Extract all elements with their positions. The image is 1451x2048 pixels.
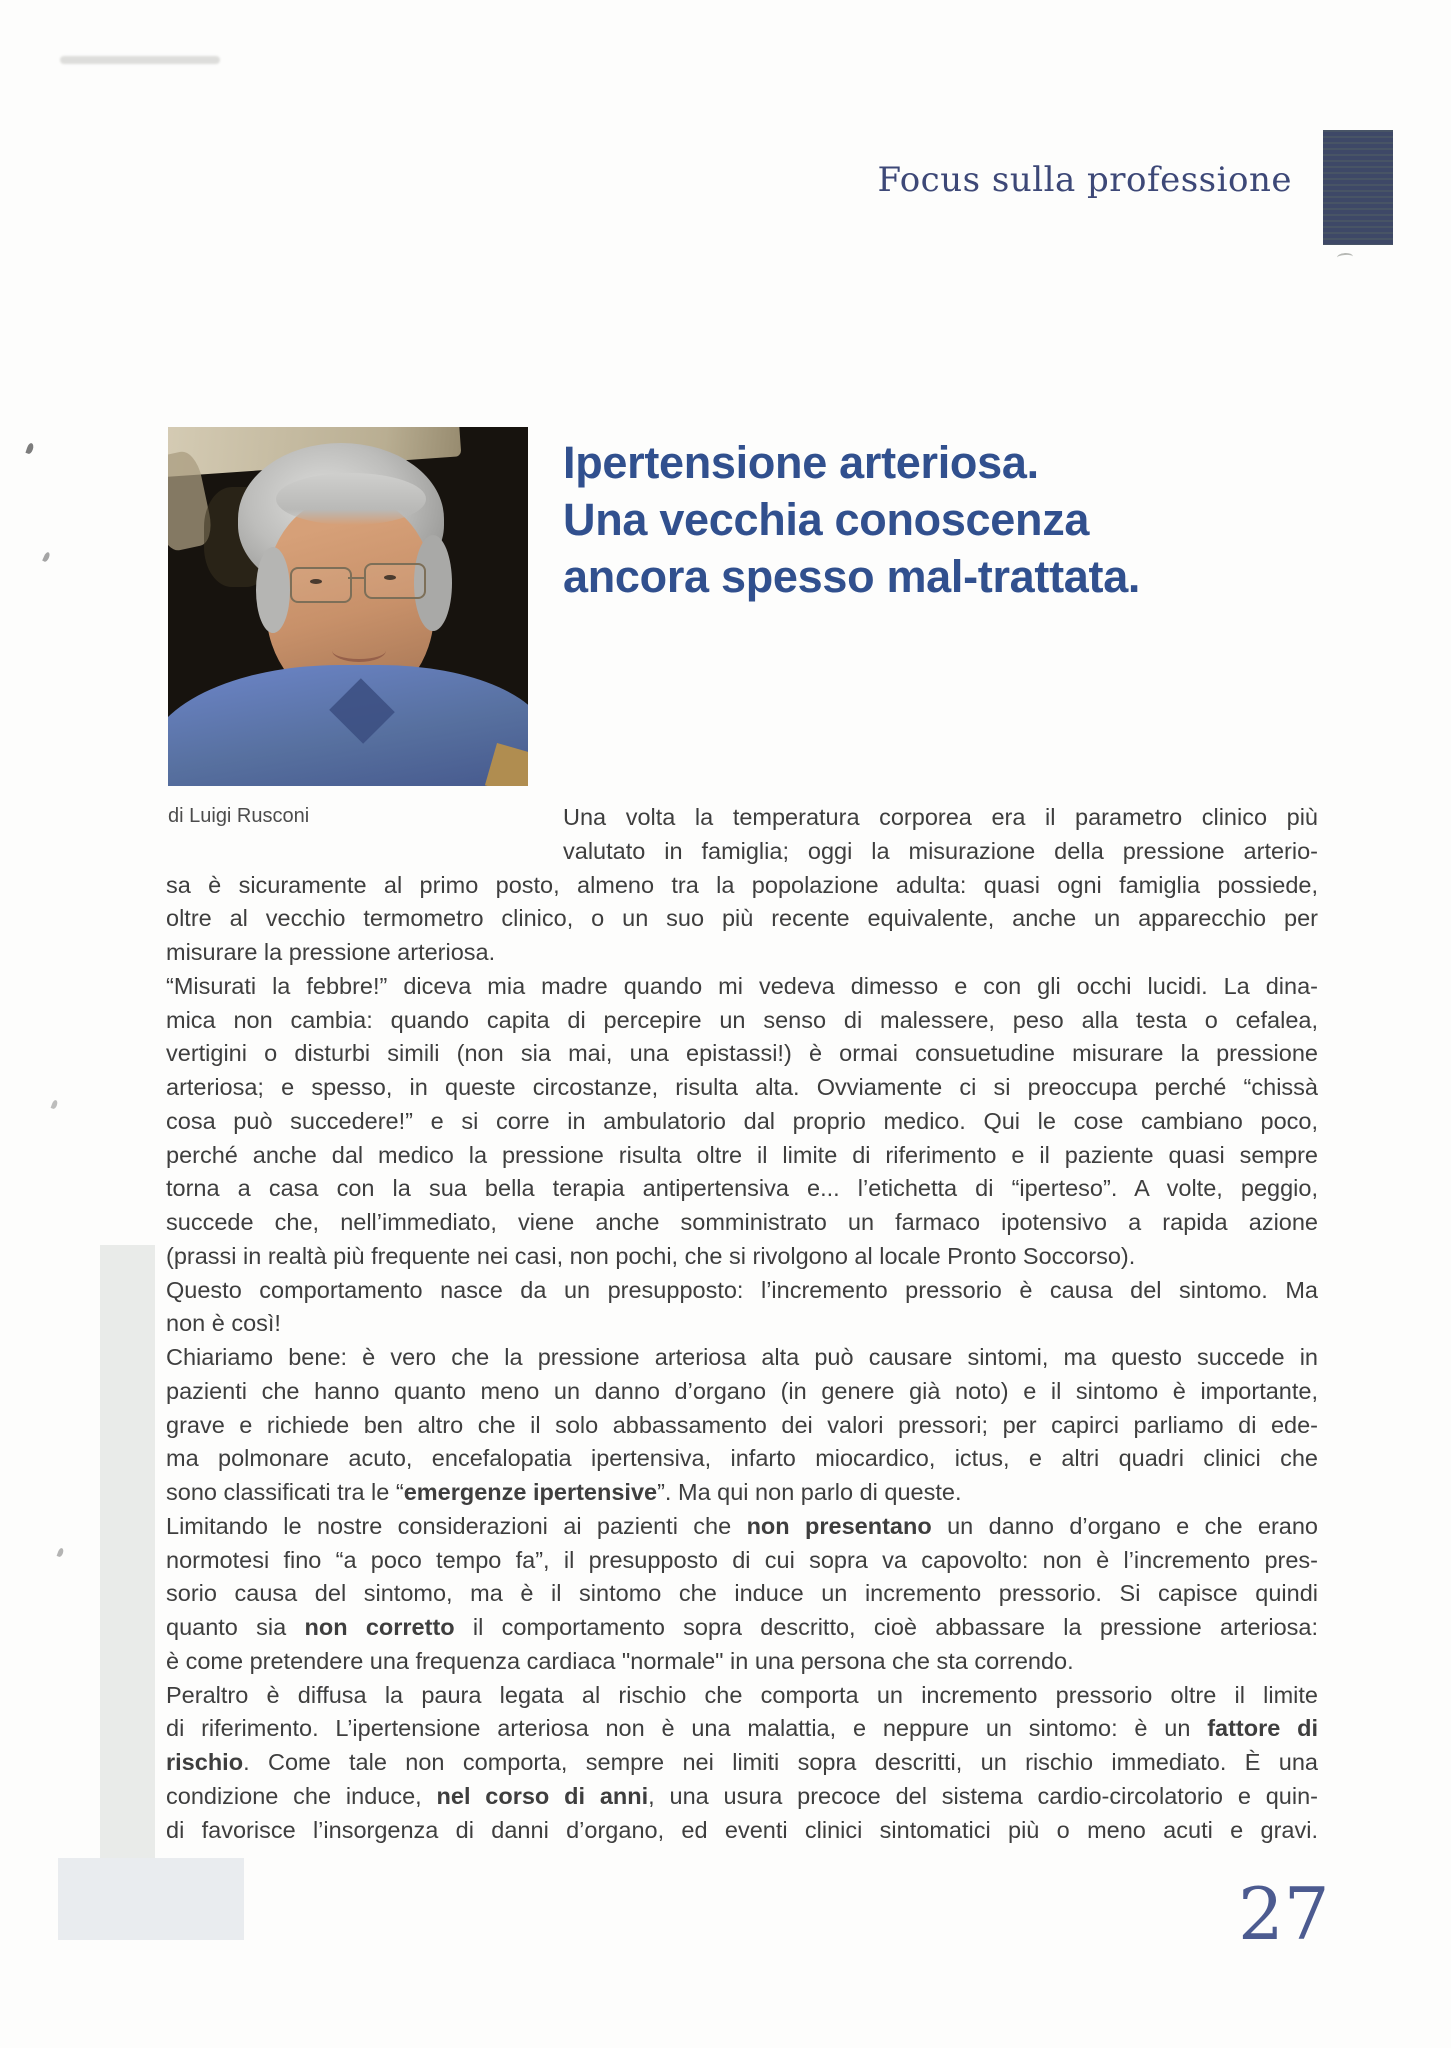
scan-shadow-artifact	[58, 1858, 244, 1940]
body-line: pazienti che hanno quanto meno un danno d’organo (in genere già noto) e il sintomo è importante,	[166, 1377, 1318, 1404]
body-line: normotesi fino “a poco tempo fa”, il presupposto di cui sopra va capovolto: non è l’incremento pres-	[166, 1546, 1318, 1573]
body-line: non è così!	[166, 1310, 281, 1337]
photo-glasses-shape	[290, 567, 352, 603]
body-line: ma polmonare acuto, encefalopatia ipertensiva, infarto miocardico, ictus, e altri quadri clinici che	[166, 1445, 1318, 1472]
body-line: Limitando le nostre considerazioni ai pazienti che non presentano un danno d’organo e che erano	[166, 1512, 1319, 1539]
article-title-line: Ipertensione arteriosa.	[563, 437, 1039, 488]
body-line: di riferimento. L’ipertensione arteriosa non è una malattia, e neppure un sintomo: è un fattore di	[166, 1715, 1318, 1742]
article-body	[166, 801, 1318, 1847]
section-header: Focus sulla professione	[877, 160, 1292, 200]
body-line: perché anche dal medico la pressione risulta oltre il limite di riferimento e il paziente quasi sempre	[166, 1141, 1318, 1168]
section-corner-block	[1323, 130, 1393, 245]
scan-tilde-artifact	[1337, 252, 1354, 261]
body-line: rischio. Come tale non comporta, sempre nei limiti sopra descritti, un rischio immediato. È una	[166, 1749, 1318, 1775]
body-line: “Misurati la febbre!” diceva mia madre quando mi vedeva dimesso e con gli occhi lucidi. La dina-	[166, 972, 1318, 999]
body-line: torna a casa con la sua bella terapia antipertensiva e... l’etichetta di “iperteso”. A volte, peggio,	[166, 1175, 1318, 1202]
paragraph	[166, 1679, 1318, 1848]
body-line: mica non cambia: quando capita di percepire un senso di malessere, peso alla testa o cefalea,	[166, 1006, 1318, 1033]
scan-speck	[57, 1547, 65, 1557]
body-line: Chiariamo bene: è vero che la pressione arteriosa alta può causare sintomi, ma questo succede in	[166, 1344, 1318, 1370]
body-line: oltre al vecchio termometro clinico, o un suo più recente equivalente, anche un apparecchio per	[166, 905, 1318, 932]
photo-glasses-shape	[348, 577, 364, 579]
article-title-line: Una vecchia conoscenza	[563, 494, 1090, 545]
scan-speck	[25, 442, 34, 454]
scan-shadow-artifact	[100, 1245, 155, 1867]
body-line: grave e richiede ben altro che il solo abbassamento dei valori pressori; per capirci parliamo di ede-	[166, 1411, 1318, 1438]
photo-glasses-shape	[364, 563, 426, 599]
paragraph	[166, 1510, 1318, 1679]
scan-speck	[42, 551, 51, 562]
body-line: di favorisce l’insorgenza di danni d’organo, ed eventi clinici sintomatici più o meno acuti e gravi.	[166, 1816, 1318, 1843]
scan-speck	[51, 1099, 59, 1109]
body-line: succede che, nell’immediato, viene anche somministrato un farmaco ipotensivo a rapida azione	[166, 1209, 1318, 1235]
article-title	[563, 434, 1283, 605]
body-line: cosa può succedere!” e si corre in ambulatorio dal proprio medico. Qui le cose cambiano poco,	[166, 1107, 1318, 1134]
body-line: sorio causa del sintomo, ma è il sintomo che induce un incremento pressorio. Si capisce quindi	[166, 1580, 1318, 1607]
photo-hair-shape	[276, 473, 426, 525]
page-number: 27	[1238, 1872, 1330, 1956]
photo-eye-shape	[384, 575, 396, 580]
photo-hair-shape	[256, 547, 290, 633]
author-photo	[168, 427, 528, 786]
scan-line-artifact	[55, 62, 1451, 65]
paragraph	[166, 1274, 1318, 1342]
body-line: Peraltro è diffusa la paura legata al rischio che comporta un incremento pressorio oltre il limite	[166, 1681, 1318, 1708]
paragraph	[166, 1341, 1318, 1510]
body-line: (prassi in realtà più frequente nei casi, non pochi, che si rivolgono al locale Pronto Soccorso).	[166, 1242, 1136, 1269]
body-line: condizione che induce, nel corso di anni, una usura precoce del sistema cardio-circolatorio e quin-	[166, 1782, 1318, 1809]
body-line: sa è sicuramente al primo posto, almeno tra la popolazione adulta: quasi ogni famiglia possiede,	[166, 871, 1318, 898]
photo-eye-shape	[310, 579, 322, 584]
body-line: sono classificati tra le “emergenze ipertensive”. Ma qui non parlo di queste.	[166, 1479, 962, 1505]
body-line: quanto sia non corretto il comportamento sopra descritto, cioè abbassare la pressione arteriosa:	[166, 1614, 1318, 1640]
body-line: Una volta la temperatura corporea era il parametro clinico più	[563, 804, 1318, 830]
byline: di Luigi Rusconi	[168, 805, 310, 827]
body-line: valutato in famiglia; oggi la misurazione della pressione arterio-	[563, 837, 1318, 864]
body-line: vertigini o disturbi simili (non sia mai, una epistassi!) è ormai consuetudine misurare la pressione	[166, 1040, 1318, 1067]
photo-mouth-shape	[332, 639, 386, 662]
body-line: misurare la pressione arteriosa.	[166, 939, 496, 965]
body-line: Questo comportamento nasce da un presupposto: l’incremento pressorio è causa del sintomo. Ma	[166, 1276, 1318, 1303]
body-line: arteriosa; e spesso, in queste circostanze, risulta alta. Ovviamente ci si preoccupa perché “chissà	[166, 1074, 1318, 1100]
paragraph	[166, 970, 1318, 1274]
article-title-line: ancora spesso mal-trattata.	[563, 551, 1141, 602]
body-line: è come pretendere una frequenza cardiaca "normale" in una persona che sta correndo.	[166, 1647, 1074, 1674]
paragraph	[166, 801, 1318, 970]
